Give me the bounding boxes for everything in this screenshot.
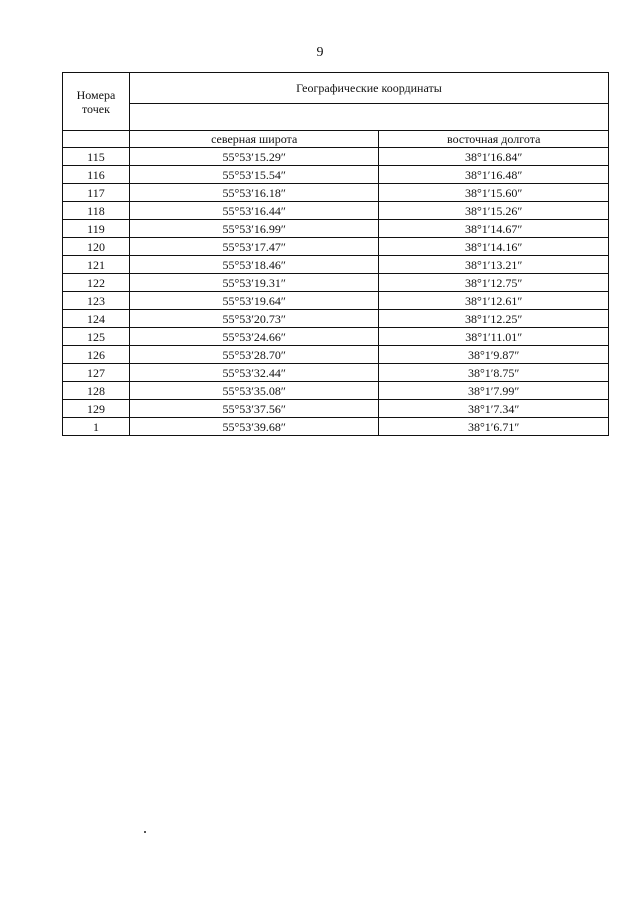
latitude-cell: 55°53′39.68″ — [129, 418, 379, 436]
table-row — [63, 256, 609, 274]
point-number-cell: 127 — [63, 364, 130, 382]
point-number-cell: 125 — [63, 328, 130, 346]
latitude-cell: 55°53′32.44″ — [129, 364, 379, 382]
longitude-cell: 38°1′6.71″ — [379, 418, 609, 436]
longitude-cell: 38°1′8.75″ — [379, 364, 609, 382]
table-row — [63, 328, 609, 346]
point-number-cell: 1 — [63, 418, 130, 436]
point-number-cell: 117 — [63, 184, 130, 202]
table-row — [63, 274, 609, 292]
table-row — [63, 310, 609, 328]
geographic-coordinates-header: Географические координаты — [129, 73, 608, 104]
coordinates-table — [62, 72, 609, 436]
latitude-header: северная широта — [129, 131, 379, 148]
latitude-cell: 55°53′17.47″ — [129, 238, 379, 256]
point-number-header-line2: точек — [81, 101, 110, 116]
longitude-cell: 38°1′9.87″ — [379, 346, 609, 364]
latitude-cell: 55°53′18.46″ — [129, 256, 379, 274]
longitude-cell: 38°1′7.34″ — [379, 400, 609, 418]
point-number-header-line1: Номера — [76, 87, 116, 102]
point-number-cell: 123 — [63, 292, 130, 310]
latitude-cell: 55°53′16.18″ — [129, 184, 379, 202]
table-row — [63, 166, 609, 184]
table-row — [63, 220, 609, 238]
point-number-cell: 116 — [63, 166, 130, 184]
longitude-cell: 38°1′15.26″ — [379, 202, 609, 220]
latitude-cell: 55°53′20.73″ — [129, 310, 379, 328]
latitude-cell: 55°53′15.29″ — [129, 148, 379, 166]
page-number: 9 — [316, 45, 324, 60]
table-header-row-blank — [63, 104, 609, 131]
longitude-cell: 38°1′11.01″ — [379, 328, 609, 346]
longitude-cell: 38°1′12.61″ — [379, 292, 609, 310]
point-number-cell: 128 — [63, 382, 130, 400]
longitude-cell: 38°1′7.99″ — [379, 382, 609, 400]
point-number-cell: 124 — [63, 310, 130, 328]
longitude-cell: 38°1′15.60″ — [379, 184, 609, 202]
latitude-cell: 55°53′15.54″ — [129, 166, 379, 184]
table-row — [63, 292, 609, 310]
point-number-cell: 118 — [63, 202, 130, 220]
table-row — [63, 346, 609, 364]
longitude-cell: 38°1′16.48″ — [379, 166, 609, 184]
latitude-cell: 55°53′24.66″ — [129, 328, 379, 346]
table-row — [63, 382, 609, 400]
latitude-cell: 55°53′16.99″ — [129, 220, 379, 238]
table-row — [63, 400, 609, 418]
table-body — [63, 148, 609, 436]
latitude-cell: 55°53′19.64″ — [129, 292, 379, 310]
longitude-header: восточная долгота — [379, 131, 609, 148]
latitude-cell: 55°53′16.44″ — [129, 202, 379, 220]
longitude-cell: 38°1′14.67″ — [379, 220, 609, 238]
point-number-cell: 126 — [63, 346, 130, 364]
table-subheader-row — [63, 131, 609, 148]
scan-artifact-dot — [144, 831, 146, 833]
header-blank-cell — [129, 104, 608, 131]
point-number-cell: 122 — [63, 274, 130, 292]
table-row — [63, 364, 609, 382]
table-row — [63, 238, 609, 256]
latitude-cell: 55°53′19.31″ — [129, 274, 379, 292]
longitude-cell: 38°1′13.21″ — [379, 256, 609, 274]
latitude-cell: 55°53′37.56″ — [129, 400, 379, 418]
longitude-cell: 38°1′16.84″ — [379, 148, 609, 166]
point-number-cell: 121 — [63, 256, 130, 274]
table-row — [63, 184, 609, 202]
subheader-blank-cell — [63, 131, 130, 148]
longitude-cell: 38°1′14.16″ — [379, 238, 609, 256]
table-header-row — [63, 73, 609, 104]
latitude-cell: 55°53′28.70″ — [129, 346, 379, 364]
longitude-cell: 38°1′12.75″ — [379, 274, 609, 292]
longitude-cell: 38°1′12.25″ — [379, 310, 609, 328]
point-number-header — [63, 73, 130, 131]
table-row — [63, 148, 609, 166]
latitude-cell: 55°53′35.08″ — [129, 382, 379, 400]
point-number-cell: 129 — [63, 400, 130, 418]
table-row — [63, 418, 609, 436]
point-number-cell: 119 — [63, 220, 130, 238]
point-number-cell: 120 — [63, 238, 130, 256]
table-row — [63, 202, 609, 220]
point-number-cell: 115 — [63, 148, 130, 166]
